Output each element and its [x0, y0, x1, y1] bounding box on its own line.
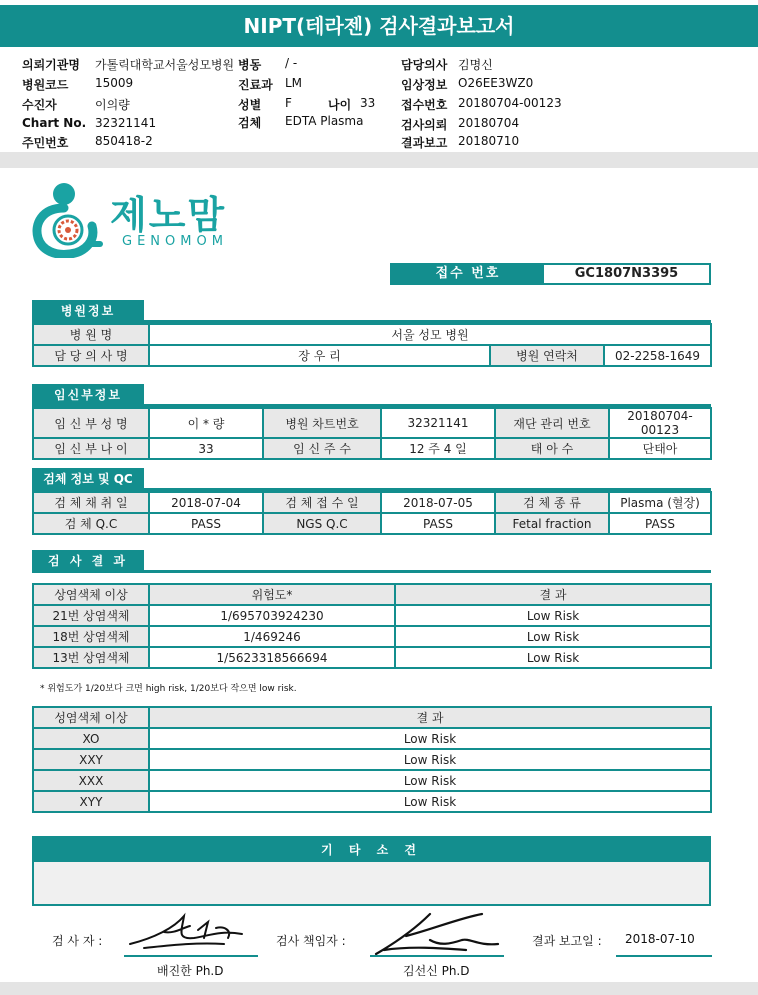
cell-label: 병원 차트번호: [263, 408, 381, 438]
row-result: Low Risk: [149, 791, 711, 812]
cell-value: 02-2258-1649: [604, 345, 711, 366]
col-header: 성염색체 이상: [33, 707, 149, 728]
logo-text: 제노맘: [110, 193, 227, 237]
col-header: 위험도*: [149, 584, 395, 605]
section-rule: [32, 570, 711, 573]
header-value: 20180710: [458, 134, 520, 148]
row-result: Low Risk: [395, 647, 711, 668]
cell-value: PASS: [381, 513, 495, 534]
table-row: [33, 770, 711, 791]
col-header: 결 과: [149, 707, 711, 728]
risk-note: * 위험도가 1/20보다 크면 high risk, 1/20보다 작으면 low risk.: [40, 684, 297, 694]
director-signature-icon: [370, 910, 510, 960]
row-name: 13번 상염색체: [33, 647, 149, 668]
cell-value: PASS: [609, 513, 711, 534]
header-label: 임상정보: [401, 78, 448, 92]
other-findings-body: [34, 862, 709, 904]
cell-label: Fetal fraction: [495, 513, 609, 534]
section-specimen: 검체 정보 및 QC: [32, 468, 144, 490]
cell-value: 32321141: [381, 408, 495, 438]
header-label: 검체: [238, 116, 262, 130]
cell-label: 태 아 수: [495, 438, 609, 459]
row-name: 18번 상염색체: [33, 626, 149, 647]
row-name: XYY: [33, 791, 149, 812]
director-name: 김선신 Ph.D: [403, 964, 470, 978]
row-name: XO: [33, 728, 149, 749]
report-date-value: 2018-07-10: [625, 932, 695, 946]
cell-value: 2018-07-04: [149, 492, 263, 513]
header-label: Chart No.: [22, 116, 87, 130]
header-value: / -: [285, 56, 298, 70]
cell-value: 이 * 량: [149, 408, 263, 438]
cell-value: 2018-07-05: [381, 492, 495, 513]
cell-label: 담 당 의 사 명: [33, 345, 149, 366]
header-label: 수진자: [22, 98, 57, 112]
report-date-label: 결과 보고일 :: [532, 934, 602, 948]
header-value: 이의량: [95, 98, 130, 112]
section-results: 검 사 결 과: [32, 550, 144, 572]
table-row: [33, 626, 711, 647]
footer-band: [0, 982, 758, 995]
header-value: 20180704: [458, 116, 520, 130]
header-label: 접수번호: [401, 98, 448, 112]
header-value: O26EE3WZ0: [458, 76, 534, 90]
section-hospital: 병원정보: [32, 300, 144, 322]
cell-label: NGS Q.C: [263, 513, 381, 534]
autosome-table: [32, 583, 712, 669]
header-value: F: [285, 96, 292, 110]
cell-value: 20180704-00123: [609, 408, 711, 438]
report-title: NIPT(테라젠) 검사결과보고서: [0, 5, 758, 47]
header-label: 성별: [238, 98, 262, 112]
hospital-table: [32, 323, 712, 367]
header-label: 검사의뢰: [401, 118, 448, 132]
row-result: Low Risk: [149, 749, 711, 770]
header-value: 32321141: [95, 116, 157, 130]
sex-chromosome-table: [32, 706, 712, 813]
row-result: Low Risk: [395, 626, 711, 647]
cell-value: Plasma (혈장): [609, 492, 711, 513]
cell-label: 검 체 Q.C: [33, 513, 149, 534]
cell-label: 병원 연락처: [490, 345, 604, 366]
section-pregnant: 임신부정보: [32, 384, 144, 406]
cell-label: 임 신 주 수: [263, 438, 381, 459]
row-result: Low Risk: [149, 728, 711, 749]
header-label: 병원코드: [22, 78, 69, 92]
row-risk: 1/695703924230: [149, 605, 395, 626]
row-name: 21번 상염색체: [33, 605, 149, 626]
genomom-logo: [30, 178, 260, 258]
pregnant-table: [32, 407, 712, 460]
cell-label: 임 신 부 성 명: [33, 408, 149, 438]
receipt-value: GC1807N3395: [574, 266, 679, 281]
cell-value: PASS: [149, 513, 263, 534]
cell-label: 병 원 명: [33, 324, 149, 345]
header-value: 850418-2: [95, 134, 153, 148]
col-header: 결 과: [395, 584, 711, 605]
row-name: XXY: [33, 749, 149, 770]
header-label: 결과보고: [401, 136, 448, 150]
row-risk: 1/5623318566694: [149, 647, 395, 668]
header-label: 담당의사: [401, 58, 448, 72]
tester-label: 검 사 자 :: [52, 934, 103, 948]
other-findings-header: 기 타 소 견: [34, 838, 709, 862]
table-row: [33, 647, 711, 668]
signature-line: [124, 955, 258, 957]
header-label: 진료과: [238, 78, 273, 92]
table-row: [33, 728, 711, 749]
cell-label: 검 체 채 취 일: [33, 492, 149, 513]
header-label: 나이: [328, 98, 352, 112]
cell-value: 장 우 리: [149, 345, 490, 366]
logo-subtext: GENOMOM: [122, 234, 228, 249]
other-findings-box: [32, 836, 711, 906]
table-row: [33, 605, 711, 626]
cell-value: 서울 성모 병원: [149, 324, 711, 345]
signature-line: [370, 955, 504, 957]
cell-value: 12 주 4 일: [381, 438, 495, 459]
header-value: 김명신: [458, 58, 493, 72]
row-name: XXX: [33, 770, 149, 791]
logo-mark-icon: [30, 178, 110, 258]
tester-signature-icon: [124, 908, 254, 952]
header-label: 의뢰기관명: [22, 58, 80, 72]
tester-name: 배진한 Ph.D: [157, 964, 224, 978]
table-row: [33, 749, 711, 770]
cell-value: 33: [149, 438, 263, 459]
table-row: [33, 791, 711, 812]
header-value: 20180704-00123: [458, 96, 562, 110]
separator: [0, 152, 758, 168]
receipt-number-box: [390, 263, 711, 285]
header-label: 주민번호: [22, 136, 69, 150]
header-value: 가톨릭대학교서울성모병원: [95, 58, 235, 72]
cell-label: 임 신 부 나 이: [33, 438, 149, 459]
row-result: Low Risk: [149, 770, 711, 791]
director-label: 검사 책임자 :: [276, 934, 346, 948]
col-header: 상염색체 이상: [33, 584, 149, 605]
cell-label: 검 체 접 수 일: [263, 492, 381, 513]
cell-label: 재단 관리 번호: [495, 408, 609, 438]
header-value: LM: [285, 76, 303, 90]
specimen-table: [32, 491, 712, 535]
cell-label: 검 체 종 류: [495, 492, 609, 513]
row-risk: 1/469246: [149, 626, 395, 647]
receipt-label: 접수 번호: [392, 265, 544, 283]
header-label: 병동: [238, 58, 262, 72]
header-value: 15009: [95, 76, 134, 90]
header-value: EDTA Plasma: [285, 114, 364, 128]
header-value: 33: [360, 96, 376, 110]
signature-line: [616, 955, 712, 957]
row-result: Low Risk: [395, 605, 711, 626]
cell-value: 단태아: [609, 438, 711, 459]
